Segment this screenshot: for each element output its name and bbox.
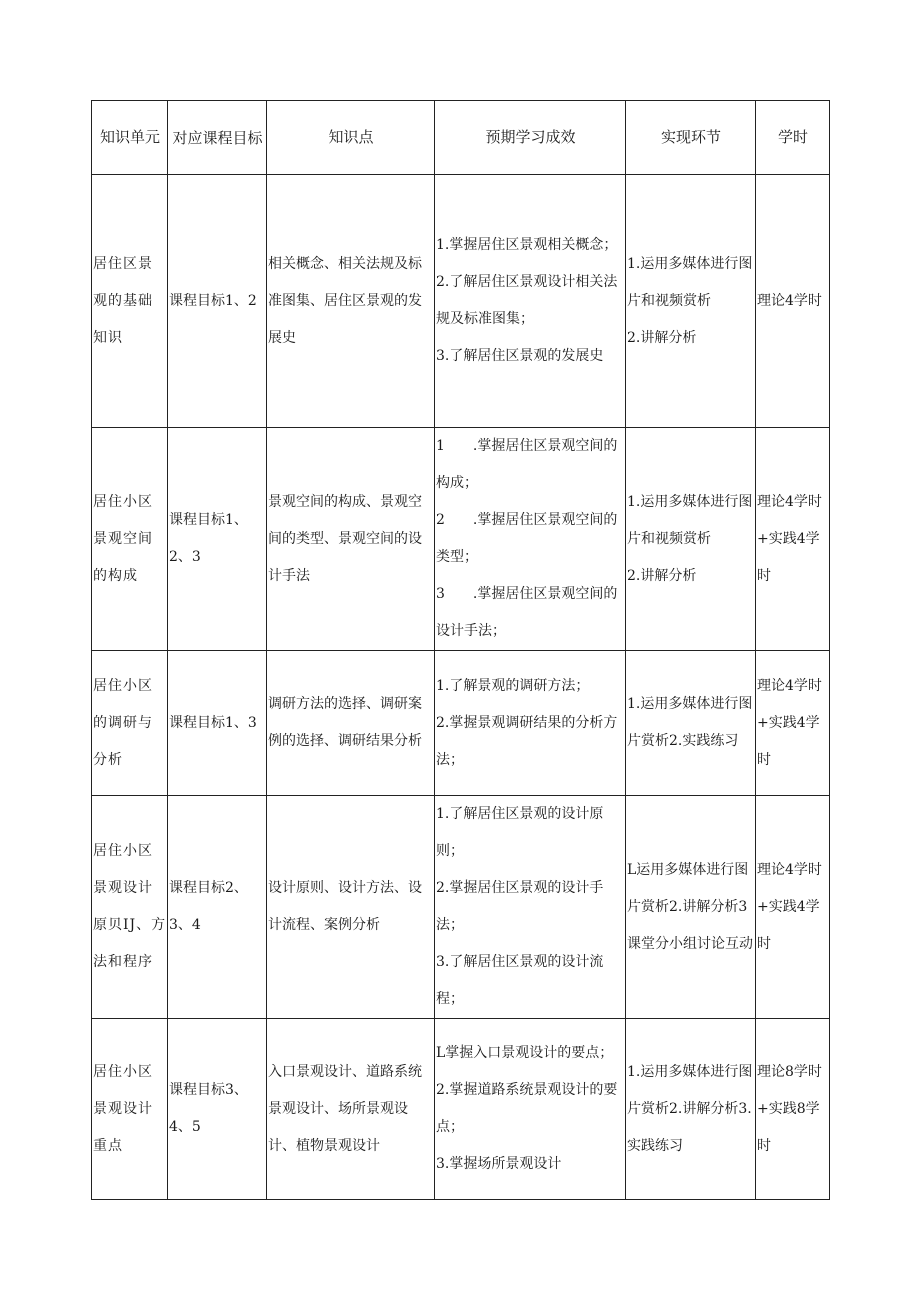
outcome-item: 3 .掌握居住区景观空间的设计手法； [436, 586, 618, 639]
outcome-item: 2.掌握居住区景观的设计手法； [436, 880, 604, 933]
outcomes-cell [435, 651, 626, 796]
unit-cell: 居住区景观的基础知识 [92, 175, 168, 428]
method-item: 2.讲解分析 [627, 329, 697, 346]
unit-cell: 居住小区的调研与分析 [92, 651, 168, 796]
header-unit: 知识单元 [92, 101, 168, 175]
outcome-item: L掌握入口景观设计的要点； [436, 1045, 614, 1061]
method-cell [626, 1019, 756, 1200]
unit-cell: 居住小区景观设计原贝IJ、方法和程序 [92, 796, 168, 1019]
method-item: L运用多媒体进行图片赏析2.讲解分析3课堂分小组讨论互动 [627, 861, 753, 952]
hours-cell: 理论8学时+实践8学时 [756, 1019, 830, 1200]
table-row [92, 428, 830, 651]
outcome-item: 2.掌握景观调研结果的分析方法； [436, 714, 618, 768]
goal-cell: 课程目标1、2 [168, 175, 267, 428]
hours-cell: 理论4学时 [756, 175, 830, 428]
outcome-item: 1 .掌握居住区景观空间的构成； [436, 438, 618, 491]
outcome-item: 2 .掌握居住区景观空间的类型； [436, 512, 618, 565]
goal-cell: 课程目标1、2、3 [168, 428, 267, 651]
outcome-item: 1.掌握居住区景观相关概念； [436, 237, 618, 253]
hours-cell: 理论4学时+实践4学时 [756, 796, 830, 1019]
header-hours: 学时 [756, 101, 830, 175]
method-item: 1.运用多媒体进行图片和视频赏析 [627, 255, 753, 309]
method-cell [626, 428, 756, 651]
outcome-item: 3.了解居住区景观的发展史 [436, 348, 604, 364]
outcomes-cell [435, 1019, 626, 1200]
unit-cell: 居住小区景观空间的构成 [92, 428, 168, 651]
hours-cell: 理论4学时+实践4学时 [756, 651, 830, 796]
method-item: 1.运用多媒体进行图片赏析2.讲解分析3.实践练习 [627, 1063, 753, 1154]
points-cell: 景观空间的构成、景观空间的类型、景观空间的设计手法 [267, 428, 435, 651]
table-row [92, 1019, 830, 1200]
unit-cell: 居住小区景观设计重点 [92, 1019, 168, 1200]
outcome-item: 1.了解景观的调研方法； [436, 677, 590, 694]
goal-cell: 课程目标3、4、5 [168, 1019, 267, 1200]
header-method: 实现环节 [626, 101, 756, 175]
table-row [92, 175, 830, 428]
table-row [92, 651, 830, 796]
outcomes-cell [435, 175, 626, 428]
points-cell: 调研方法的选择、调研案例的选择、调研结果分析 [267, 651, 435, 796]
method-item: 1.运用多媒体进行图片赏析2.实践练习 [627, 696, 753, 749]
points-cell: 入口景观设计、道路系统景观设计、场所景观设计、植物景观设计 [267, 1019, 435, 1200]
points-cell: 设计原则、设计方法、设计流程、案例分析 [267, 796, 435, 1019]
method-item: 1.运用多媒体进行图片和视频赏析 [627, 493, 753, 547]
method-cell [626, 796, 756, 1019]
outcomes-cell [435, 796, 626, 1019]
table-row [92, 796, 830, 1019]
goal-cell: 课程目标1、3 [168, 651, 267, 796]
outcome-item: 3.掌握场所景观设计 [436, 1156, 562, 1172]
outcome-item: 3.了解居住区景观的设计流程； [436, 954, 604, 1007]
header-goal: 对应课程目标 [168, 101, 267, 175]
header-row [92, 101, 830, 175]
outcome-item: 2.了解居住区景观设计相关法规及标准图集； [436, 274, 618, 327]
method-cell [626, 175, 756, 428]
outcomes-cell [435, 428, 626, 651]
header-outcomes: 预期学习成效 [435, 101, 626, 175]
points-cell: 相关概念、相关法规及标准图集、居住区景观的发展史 [267, 175, 435, 428]
hours-cell: 理论4学时+实践4学时 [756, 428, 830, 651]
outcome-item: 1.了解居住区景观的设计原则； [436, 806, 604, 859]
outcome-item: 2.掌握道路系统景观设计的要点； [436, 1082, 618, 1135]
course-table [91, 100, 830, 1200]
method-cell [626, 651, 756, 796]
goal-cell: 课程目标2、3、4 [168, 796, 267, 1019]
method-item: 2.讲解分析 [627, 567, 697, 584]
header-points: 知识点 [267, 101, 435, 175]
